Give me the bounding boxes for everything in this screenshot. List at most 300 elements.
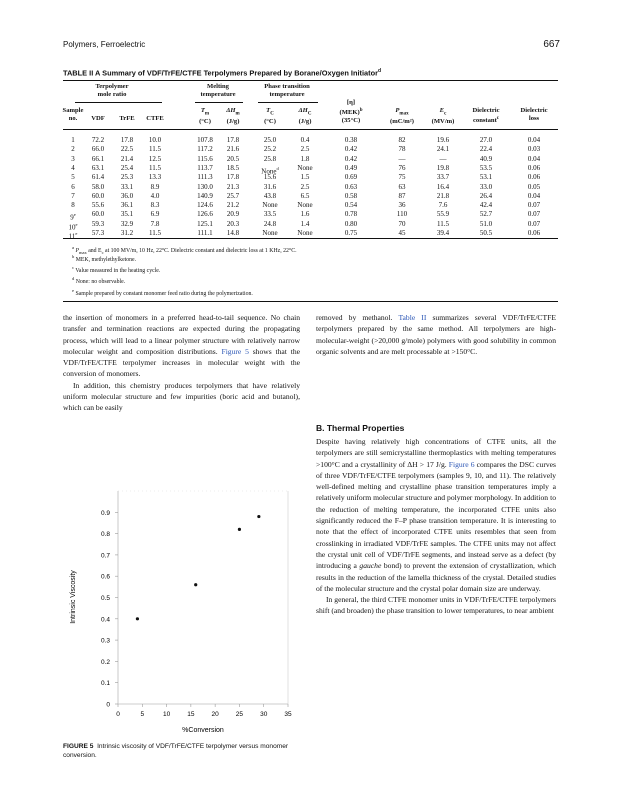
col-tc-sub: C	[270, 111, 274, 117]
left-column	[63, 312, 300, 414]
chart-marks	[101, 510, 292, 718]
cell-value: 9	[70, 213, 74, 222]
footnote-d	[72, 275, 125, 286]
cell-value: 16.4	[436, 182, 450, 191]
cell-value: 21.6	[226, 145, 240, 154]
table-cell	[141, 173, 169, 182]
table-cell	[510, 136, 558, 145]
cell-value: 126.6	[197, 210, 213, 219]
cell-value: 17.8	[226, 173, 240, 182]
table-cell	[332, 201, 370, 210]
fn-a-rest: and E	[86, 247, 102, 254]
y-tick-label: 0	[106, 701, 110, 709]
cell-value: 1.6	[300, 210, 310, 219]
cell-value: 36	[398, 201, 406, 210]
table-cell	[425, 201, 461, 210]
table-cell	[141, 155, 169, 164]
y-tick-label: 0.2	[100, 658, 110, 666]
cell-value: 0.75	[344, 229, 358, 237]
table-cell	[190, 164, 220, 173]
cell-value: 66.1	[91, 154, 105, 163]
table-cell	[510, 220, 558, 229]
cell-value: 0.07	[527, 210, 541, 219]
cell-value: 4	[71, 163, 75, 172]
cell-value: 113.7	[197, 163, 213, 172]
cell-value: 115.6	[197, 154, 213, 163]
cell-value: 15.6	[263, 173, 277, 182]
col-dl-2: loss	[528, 115, 540, 122]
cell-value: 0.05	[527, 182, 541, 191]
cell-value: 31.6	[263, 182, 277, 191]
cell-footnote-mark: e	[73, 212, 76, 218]
table-cell	[218, 192, 248, 201]
table-cell	[332, 183, 370, 192]
cell-value: 0.07	[527, 201, 541, 210]
cell-value: 24.1	[436, 145, 450, 154]
table-cell	[510, 183, 558, 192]
table-cell	[462, 229, 510, 238]
table-cell	[382, 201, 422, 210]
fn-a-mark: a	[72, 245, 74, 250]
cell-value: 21.2	[226, 201, 240, 210]
x-axis-label: %Conversion	[182, 727, 224, 734]
cell-value: 2	[71, 145, 75, 154]
right-p1-italic: gauche	[359, 561, 382, 571]
transition-underline	[258, 102, 318, 103]
left-para-1	[63, 312, 300, 380]
cell-value: None	[261, 167, 277, 176]
melting-underline	[195, 102, 243, 103]
table-2-link[interactable]: Table II	[398, 313, 427, 322]
cell-value: 1.8	[300, 154, 310, 163]
cell-value: 6.9	[150, 210, 160, 219]
fn-b-text: MEK, methylethylketone.	[74, 256, 137, 263]
cell-value: 7	[71, 191, 75, 200]
cell-value: 53.5	[479, 163, 493, 172]
cell-value: 25.0	[263, 136, 277, 144]
col-dc-sup: c	[496, 116, 500, 121]
table-cell	[190, 173, 220, 182]
running-title: Polymers, Ferroelectric	[63, 40, 146, 49]
data-point	[194, 583, 197, 586]
right-p1-text: Despite having relatively high concentrations of CTFE units, all the terpolymers are still semicrystalline thermoplastics with melting temperatures >100°C and a crystallinity of ΔH > 17 J/g.	[316, 437, 556, 469]
cell-value: 0.06	[527, 173, 541, 182]
col-dc-1: Dielectric	[472, 107, 500, 114]
cell-value: 0.38	[344, 136, 358, 144]
cell-value: 11	[68, 232, 76, 241]
y-tick-label: 0.3	[100, 637, 110, 645]
table-cell	[510, 210, 558, 219]
right-p1-end: bond) to prevent the extension of crystallization, which results in the reduction of the lamella thickness of the crystal. Detailed studies of the molecular structure and the crystal polar domain size are underway.	[316, 561, 556, 593]
cell-value: 22.5	[120, 145, 134, 154]
cell-value: 0.42	[344, 145, 358, 154]
cell-value: 82	[398, 136, 406, 144]
fn-c-mark: c	[72, 265, 74, 270]
table-cell	[218, 173, 248, 182]
cell-value: 0.04	[527, 154, 541, 163]
figure-5-link[interactable]: Figure 5	[221, 346, 249, 356]
gh-melt-2: temperature	[200, 91, 236, 98]
left-p1-text: the insertion of monomers in a preferred head-to-tail sequence. No chain transfer and termination reactions are expected during the propagating process, which will lead to a linear polymer structure with relatively narrow molecular weight and composition distributions.	[63, 313, 300, 356]
table-cell	[113, 192, 141, 201]
table-cell	[141, 183, 169, 192]
table-cell	[288, 201, 322, 210]
ratio-underline	[75, 102, 162, 103]
table-cell	[141, 229, 169, 238]
x-tick-label: 10	[162, 711, 171, 718]
footnote-b	[72, 253, 136, 264]
x-tick-label: 25	[235, 711, 244, 718]
col-hc-unit: (J/g)	[298, 118, 312, 126]
table-cell	[288, 183, 322, 192]
table-cell	[382, 229, 422, 238]
cell-value: 53.1	[479, 173, 493, 182]
cell-value: —	[439, 154, 447, 163]
cell-value: 11.5	[149, 163, 161, 172]
table-cell	[288, 155, 322, 164]
cell-value: 36.1	[120, 201, 134, 210]
cell-value: 1.4	[300, 219, 310, 228]
cell-value: 26.4	[479, 191, 493, 200]
cell-value: 7.8	[150, 219, 160, 228]
col-eta-mek: (MEK)	[339, 109, 360, 117]
cell-value: 27.0	[479, 136, 493, 144]
cell-value: 25.4	[120, 163, 134, 172]
table-cell	[218, 220, 248, 229]
table-cell	[255, 229, 285, 238]
table-cell	[190, 145, 220, 154]
fn-a-sub2: c	[101, 250, 104, 256]
cell-value: 61.4	[91, 173, 105, 182]
cell-value: 25.3	[120, 173, 134, 182]
table-cell	[218, 145, 248, 154]
table-caption-sup: d	[377, 68, 382, 74]
cell-value: 117.2	[197, 145, 213, 154]
gh-ratio-2: mole ratio	[97, 91, 127, 98]
table-cell	[288, 210, 322, 219]
table-cell	[382, 220, 422, 229]
table-cell	[84, 173, 112, 182]
cell-value: 4.0	[150, 191, 160, 200]
cell-value: 8.3	[150, 201, 160, 210]
cell-value: 2.5	[300, 182, 310, 191]
col-hm	[218, 107, 248, 126]
cell-value: 50.5	[479, 229, 493, 237]
cell-value: 55.9	[436, 210, 450, 219]
col-tm-sub: m	[204, 111, 210, 117]
cell-value: 6.5	[300, 191, 310, 200]
table-cell	[332, 136, 370, 145]
table-cell	[425, 220, 461, 229]
cell-value: None	[262, 201, 278, 210]
left-para-2: In addition, this chemistry produces terpolymers that have relatively uniform molecular structure and few impurities (boric acid and butanol), which can be easily	[63, 380, 300, 413]
cell-value: 22.4	[479, 145, 493, 154]
y-tick-label: 0.9	[100, 509, 110, 517]
cell-footnote-mark: d	[276, 165, 279, 171]
table-cell	[190, 201, 220, 210]
fn-c-text: Value measured in the heating cycle.	[74, 267, 161, 274]
table-cell	[510, 201, 558, 210]
cell-value: 45	[398, 229, 406, 237]
cell-value: 24.8	[263, 219, 277, 228]
col-tm-sym: T	[200, 107, 205, 114]
table-cell	[84, 136, 112, 145]
cell-value: 76	[398, 163, 406, 172]
cell-value: 130.0	[197, 182, 213, 191]
table-cell	[462, 145, 510, 154]
cell-footnote-mark: e	[75, 221, 78, 227]
table-cell	[255, 183, 285, 192]
col-hm-unit: (J/g)	[226, 118, 240, 126]
col-dl-1: Dielectric	[520, 107, 548, 114]
table-cell	[84, 201, 112, 210]
y-tick-label: 0.4	[100, 616, 110, 624]
table-cell	[382, 145, 422, 154]
cell-value: None	[297, 201, 313, 210]
table-cell	[288, 145, 322, 154]
table-cell	[288, 229, 322, 238]
table-cell	[255, 145, 285, 154]
table-cell	[113, 210, 141, 219]
cell-value: 60.0	[91, 210, 105, 219]
table-cell	[288, 173, 322, 182]
table-cell	[255, 192, 285, 201]
table-cell	[462, 192, 510, 201]
table-cell	[190, 155, 220, 164]
table-cell	[382, 155, 422, 164]
y-tick-label: 0.6	[100, 573, 110, 581]
cell-value: 18.5	[226, 163, 240, 172]
table-cell	[510, 229, 558, 238]
cell-value: 5	[71, 173, 75, 182]
table-cell	[141, 201, 169, 210]
table-caption	[63, 68, 381, 77]
x-tick-label: 20	[211, 711, 219, 718]
cell-value: 72.2	[91, 136, 105, 144]
table-caption-text: TABLE II A Summary of VDF/TrFE/CTFE Terpolymers Prepared by Borane/Oxygen Initiator	[63, 68, 378, 78]
fn-d-text: None: no observable.	[74, 278, 126, 285]
table-cell	[425, 136, 461, 145]
cell-value: 58.0	[91, 182, 105, 191]
table-cell	[462, 136, 510, 145]
cell-value: 57.3	[91, 229, 105, 237]
data-point	[238, 528, 241, 531]
table-cell	[113, 136, 141, 145]
right-para-1	[316, 436, 556, 594]
cell-value: None	[297, 163, 313, 172]
cell-value: 33.7	[436, 173, 450, 182]
cell-value: 7.6	[438, 201, 448, 210]
col-dielectric-loss	[510, 107, 558, 123]
col-hc-sym: ΔH	[298, 107, 308, 114]
table-cell	[510, 155, 558, 164]
table-cell	[255, 136, 285, 145]
cell-value: 0.06	[527, 229, 541, 237]
table-cell	[190, 136, 220, 145]
cell-value: 110	[396, 210, 408, 219]
fn-a-rest2: at 100 MV/m, 10 Hz, 22°C. Dielectric constant and dielectric loss at 1 KHz, 22°C.	[103, 247, 297, 254]
data-point	[136, 617, 139, 620]
table-cell	[462, 173, 510, 182]
cell-value: 0.54	[344, 201, 358, 210]
table-cell	[141, 164, 169, 173]
table-cell	[510, 164, 558, 173]
col-eta-sym: [η]	[346, 99, 356, 106]
figure-5-label: FIGURE 5	[63, 743, 94, 750]
table-cell	[113, 164, 141, 173]
cell-value: 51.0	[479, 219, 493, 228]
table-cell	[332, 220, 370, 229]
table-cell	[218, 164, 248, 173]
table-cell	[218, 155, 248, 164]
y-tick-label: 0.1	[100, 680, 110, 688]
col-pmax-sym: P	[395, 107, 400, 114]
col-ec-sym: E	[439, 107, 445, 114]
table-cell	[255, 201, 285, 210]
cell-value: 0.04	[527, 136, 541, 144]
cell-value: 3	[71, 154, 75, 163]
cell-value: 17.8	[120, 136, 134, 144]
cell-value: 10	[68, 223, 76, 232]
col-tm	[190, 107, 220, 126]
table-cell	[382, 136, 422, 145]
cell-value: 2.5	[300, 145, 310, 154]
gh-trans-2: temperature	[269, 91, 305, 98]
right-column-body	[316, 436, 556, 617]
table-cell	[84, 164, 112, 173]
cell-value: 63	[398, 182, 406, 191]
col-eta	[332, 99, 370, 125]
cell-value: 36.0	[120, 191, 134, 200]
cell-value: 33.0	[479, 182, 493, 191]
cell-value: 33.5	[263, 210, 277, 219]
cell-value: 66.0	[91, 145, 105, 154]
cell-value: 39.4	[436, 229, 450, 237]
cell-value: 0.07	[527, 219, 541, 228]
y-tick-label: 0.8	[100, 531, 110, 539]
table-cell	[288, 220, 322, 229]
cell-value: 42.4	[479, 201, 493, 210]
gh-ratio-1: Terpolymer	[95, 83, 129, 90]
col-vdf: VDF	[91, 115, 105, 122]
gh-melt-1: Melting	[207, 83, 229, 90]
cell-value: 0.49	[344, 163, 358, 172]
table-cell	[288, 192, 322, 201]
table-bottom-rule	[63, 238, 558, 239]
table-top-rule	[63, 80, 558, 81]
section-heading: B. Thermal Properties	[316, 423, 405, 433]
table-cell	[84, 155, 112, 164]
cell-value: 52.7	[479, 210, 493, 219]
table-cell	[462, 220, 510, 229]
table-cell	[255, 210, 285, 219]
table-cell	[190, 210, 220, 219]
cell-value: None	[297, 229, 313, 237]
cell-value: 21.8	[436, 191, 450, 200]
table-cell	[332, 164, 370, 173]
cell-value: 40.9	[479, 154, 493, 163]
fn-e-mark: e	[72, 288, 74, 293]
table-cell	[332, 210, 370, 219]
table-cell	[141, 136, 169, 145]
cell-value: None	[262, 229, 278, 237]
fn-b-mark: b	[72, 254, 75, 259]
left-p1-tail: shows that the VDF/TrFE/CTFE terpolymer increases in molecular weight with the conversion of monomers.	[63, 346, 300, 379]
group-header-ratio	[63, 83, 161, 99]
cell-value: 0.80	[344, 219, 358, 228]
col-hm-sym: ΔH	[226, 107, 236, 114]
cell-value: 0.06	[527, 163, 541, 172]
cell-value: 1	[71, 136, 75, 144]
cell-value: 6	[71, 182, 75, 191]
table-cell	[84, 192, 112, 201]
cell-value: 59.3	[91, 219, 105, 228]
table-cell	[332, 145, 370, 154]
table-cell	[218, 201, 248, 210]
table-cell	[382, 164, 422, 173]
y-tick-label: 0.7	[100, 552, 110, 560]
figure-6-link[interactable]: Figure 6	[448, 459, 475, 469]
group-header-melting	[190, 83, 246, 99]
fn-a-text: P	[74, 247, 79, 254]
table-cell	[425, 210, 461, 219]
cell-value: 60.0	[91, 191, 105, 200]
cell-value: 107.8	[197, 136, 213, 144]
col-ec-unit: (MV/m)	[431, 118, 455, 126]
table-cell	[462, 201, 510, 210]
cell-value: 19.6	[436, 136, 450, 144]
right-column-top	[316, 312, 556, 357]
cell-value: 0.58	[344, 191, 358, 200]
cell-value: —	[398, 154, 406, 163]
y-tick-label: 0.5	[100, 595, 110, 602]
table-cell	[425, 155, 461, 164]
cell-value: 0.69	[344, 173, 358, 182]
col-ec	[425, 107, 461, 126]
table-cell	[84, 210, 112, 219]
footnote-c	[72, 264, 160, 275]
cell-value: 55.6	[91, 201, 105, 210]
table-header-rule	[63, 129, 558, 130]
cell-value: 21.4	[120, 154, 134, 163]
col-tc	[255, 107, 285, 126]
col-pmax	[382, 107, 422, 126]
right-p0-text: removed by methanol.	[316, 313, 393, 322]
col-pmax-unit: (mC/m²)	[390, 118, 414, 126]
table-cell	[425, 229, 461, 238]
cell-value: 20.9	[226, 210, 240, 219]
x-tick-label: 5	[140, 711, 145, 718]
col-hc-sub: C	[307, 111, 312, 117]
table-cell	[113, 145, 141, 154]
cell-footnote-mark: e	[75, 231, 78, 236]
page-number: 667	[543, 39, 560, 50]
table-cell	[113, 220, 141, 229]
col-tc-sym: T	[266, 107, 271, 114]
col-ctfe: CTFE	[146, 115, 164, 122]
table-cell	[382, 173, 422, 182]
cell-value: 0.42	[344, 154, 358, 163]
y-axis-label: Intrinsic Viscosity	[70, 570, 77, 624]
cell-value: 11.5	[437, 219, 449, 228]
footnote-e	[72, 287, 253, 298]
table-cell	[425, 192, 461, 201]
cell-value: 10.0	[148, 136, 162, 144]
table-cell	[84, 145, 112, 154]
table-cell	[332, 155, 370, 164]
cell-value: 111.3	[197, 173, 213, 182]
x-tick-label: 30	[260, 711, 268, 718]
